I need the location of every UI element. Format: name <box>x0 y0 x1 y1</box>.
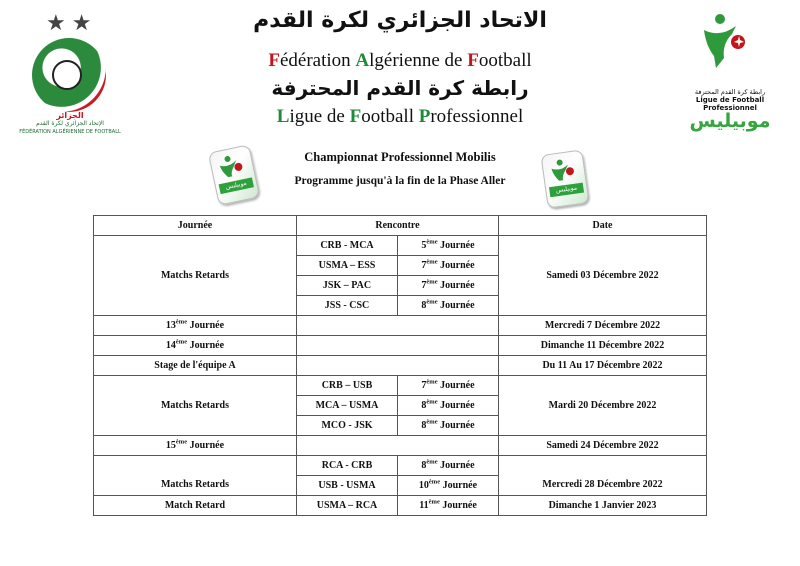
row-label: Matchs Retards <box>94 236 297 316</box>
faf-logo-caption-arabic: الإتحاد الجزائري لكرة القدم <box>36 120 104 127</box>
table-row <box>94 456 707 476</box>
row-date: Samedi 03 Décembre 2022 <box>499 236 707 316</box>
match-journee: 10ème Journée <box>398 476 499 496</box>
faf-logo-caption-french: FÉDÉRATION ALGÉRIENNE DE FOOTBALL <box>19 129 121 135</box>
empty-rencontre <box>297 316 499 336</box>
table-row <box>94 236 707 256</box>
row-label: Matchs Retards <box>94 376 297 436</box>
header-journee: Journée <box>94 216 297 236</box>
league-name-french: Ligue de Football Professionnel <box>276 106 524 127</box>
empty-rencontre <box>297 436 499 456</box>
mobilis-sponsor-logo: موبيليس <box>689 110 771 132</box>
row-date: Mercredi 7 Décembre 2022 <box>499 316 707 336</box>
lfp-caption-arabic: رابطة كرة القدم المحترفة <box>694 88 766 96</box>
lfp-caption-french: Ligue de Football Professionnel <box>695 96 765 112</box>
empty-rencontre <box>297 356 499 376</box>
programme-subtitle: Programme jusqu'à la fin de la Phase Aller <box>294 175 506 187</box>
mobilis-badge-left <box>208 144 260 206</box>
match-journee: 5ème Journée <box>398 236 499 256</box>
stars-icon: ★★ <box>46 10 98 35</box>
row-date: Samedi 24 Décembre 2022 <box>499 436 707 456</box>
faf-logo-caption-ar: الجزائر <box>56 111 84 120</box>
match-teams: USMA – ESS <box>297 256 398 276</box>
match-teams: RCA - CRB <box>297 456 398 476</box>
faf-logo-caption <box>14 112 126 136</box>
row-date: Du 11 Au 17 Décembre 2022 <box>499 356 707 376</box>
match-teams: MCA – USMA <box>297 396 398 416</box>
header-rencontre: Rencontre <box>297 216 499 236</box>
match-journee: 7ème Journée <box>398 256 499 276</box>
row-date: Mardi 20 Décembre 2022 <box>499 376 707 436</box>
mobilis-badge-right <box>540 149 589 208</box>
table-header-row <box>94 216 707 236</box>
row-label: 15ème Journée <box>94 436 297 456</box>
row-label: 13ème Journée <box>94 316 297 336</box>
federation-name-arabic: الاتحاد الجزائري لكرة القدم <box>253 8 547 33</box>
match-teams: CRB - MCA <box>297 236 398 256</box>
match-journee: 7ème Journée <box>398 376 499 396</box>
row-label: Stage de l'équipe A <box>94 356 297 376</box>
badge-word: موبيليس <box>219 177 254 194</box>
match-teams: JSS - CSC <box>297 296 398 316</box>
championship-title: Championnat Professionnel Mobilis <box>304 150 496 164</box>
lfp-logo-caption <box>676 88 784 112</box>
match-journee: 8ème Journée <box>398 416 499 436</box>
match-journee: 8ème Journée <box>398 456 499 476</box>
match-teams: USMA – RCA <box>297 496 398 516</box>
table-row <box>94 496 707 516</box>
match-journee: 8ème Journée <box>398 396 499 416</box>
league-name-arabic: رابطة كرة القدم المحترفة <box>271 76 529 100</box>
empty-rencontre <box>297 336 499 356</box>
table-row <box>94 376 707 396</box>
match-teams: USB - USMA <box>297 476 398 496</box>
match-teams: CRB – USB <box>297 376 398 396</box>
row-date: Dimanche 11 Décembre 2022 <box>499 336 707 356</box>
header-date: Date <box>499 216 707 236</box>
lfp-player-icon <box>217 152 245 179</box>
table-row <box>94 316 707 336</box>
table-row <box>94 336 707 356</box>
match-journee: 8ème Journée <box>398 296 499 316</box>
match-journee: 11ème Journée <box>398 496 499 516</box>
football-icon <box>52 60 82 90</box>
federation-name-french: Fédération Algérienne de Football <box>268 50 532 71</box>
badge-word: موبيليس <box>549 183 584 198</box>
schedule-table <box>93 215 707 516</box>
match-teams: JSK – PAC <box>297 276 398 296</box>
match-journee: 7ème Journée <box>398 276 499 296</box>
lfp-player-icon <box>549 157 576 182</box>
row-label: Match Retard <box>94 496 297 516</box>
row-date: Mercredi 28 Décembre 2022 <box>499 456 707 496</box>
row-label: Matchs Retards <box>94 456 297 496</box>
match-teams: MCO - JSK <box>297 416 398 436</box>
table-row <box>94 356 707 376</box>
table-row <box>94 436 707 456</box>
row-date: Dimanche 1 Janvier 2023 <box>499 496 707 516</box>
lfp-player-icon <box>702 12 746 70</box>
row-label: 14ème Journée <box>94 336 297 356</box>
